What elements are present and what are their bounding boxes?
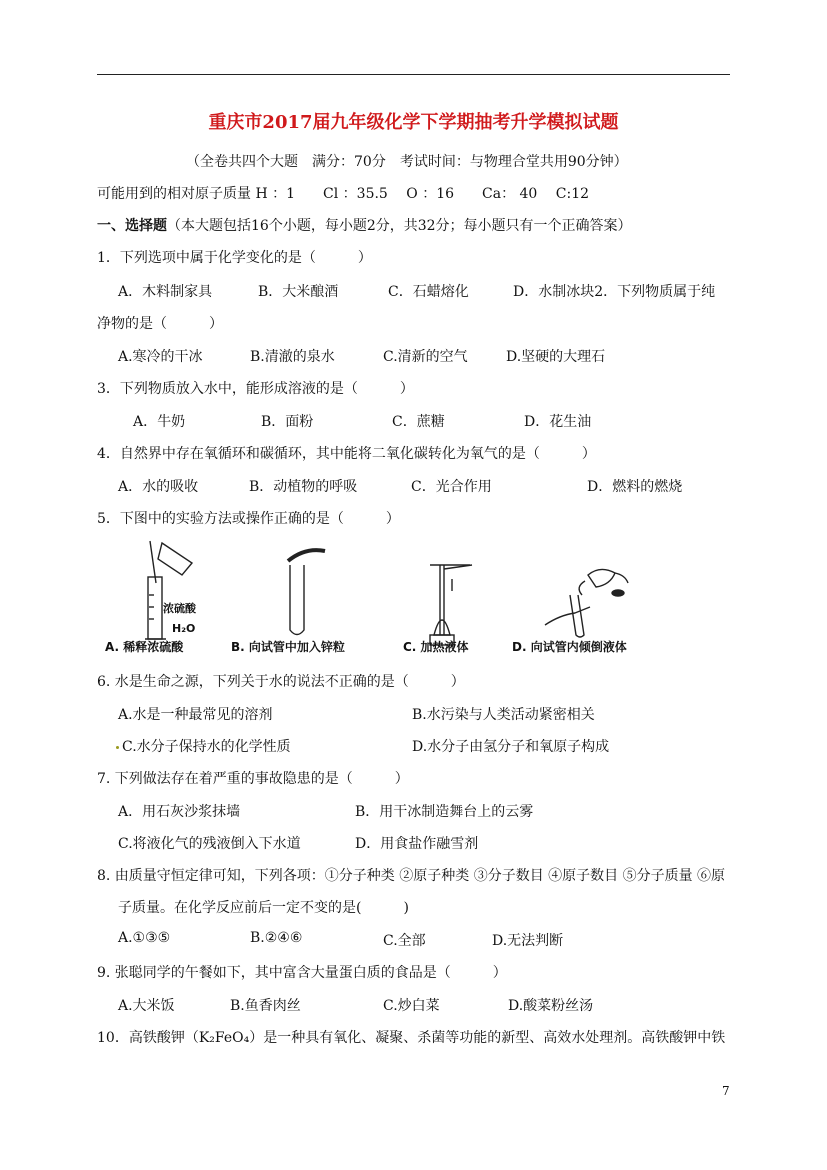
acid-label: 浓硫酸 — [163, 602, 196, 615]
q8-option-d: D.无法判断 — [492, 933, 564, 949]
q7-option-b: B．用干冰制造舞台上的云雾 — [355, 804, 534, 820]
page-number: 7 — [722, 1084, 730, 1098]
heating-illustration — [430, 565, 472, 645]
q3-option-d: D．花生油 — [524, 414, 592, 430]
q6-option-d: D.水分子由氢分子和氧原子构成 — [412, 739, 610, 755]
figure-caption-d: D. 向试管内倾倒液体 — [512, 640, 627, 654]
q8-option-b: B.②④⑥ — [250, 930, 303, 946]
test-tube-illustration — [288, 550, 325, 634]
question-8-stem-cont: 子质量。在化学反应前后一定不变的是( ) — [118, 900, 409, 916]
figure-caption-a: A. 稀释浓硫酸 — [105, 640, 184, 654]
q3-option-a: A．牛奶 — [133, 414, 186, 430]
q4-option-c: C．光合作用 — [411, 479, 492, 495]
question-5-stem: 5．下图中的实验方法或操作正确的是（ ） — [97, 511, 400, 527]
q1-option-a: A．木料制家具 — [118, 284, 213, 300]
header-rule — [97, 74, 730, 75]
q4-option-d: D．燃料的燃烧 — [587, 479, 683, 495]
q3-option-b: B．面粉 — [261, 414, 314, 430]
exam-title: 重庆市2017届九年级化学下学期抽考升学模拟试题 — [208, 112, 619, 133]
q3-option-c: C．蔗糖 — [392, 414, 445, 430]
section-heading — [97, 215, 632, 235]
figure-caption-b: B. 向试管中加入锌粒 — [231, 640, 345, 654]
water-label: H₂O — [172, 622, 196, 635]
q6-option-b: B.水污染与人类活动紧密相关 — [412, 707, 595, 723]
q9-option-c: C.炒白菜 — [383, 998, 440, 1014]
exam-subtitle: （全卷共四个大题 满分：70分 考试时间：与物理合堂共用90分钟） — [186, 154, 628, 170]
question-3-stem: 3．下列物质放入水中，能形成溶液的是（ ） — [97, 381, 414, 397]
lab-operations-figure — [100, 535, 660, 657]
q9-option-b: B.鱼香肉丝 — [230, 998, 301, 1014]
question-4-stem: 4．自然界中存在氧循环和碳循环，其中能将二氧化碳转化为氧气的是（ ） — [97, 446, 596, 462]
q2-option-c: C.清新的空气 — [383, 349, 468, 365]
q7-option-d: D．用食盐作融雪剂 — [355, 836, 479, 852]
section-note: （本大题包括16个小题，每小题2分，共32分；每小题只有一个正确答案） — [167, 218, 632, 234]
stray-mark — [116, 746, 119, 749]
q8-option-c: C.全部 — [383, 933, 426, 949]
question-2-stem: 净物的是（ ） — [97, 316, 223, 332]
pouring-illustration — [545, 569, 628, 637]
question-8-stem: 8. 由质量守恒定律可知，下列各项：①分子种类 ②原子种类 ③分子数目 ④原子数目 ⑤分子质量 ⑥原 — [97, 868, 726, 884]
question-10-stem: 10．高铁酸钾（K₂FeO₄）是一种具有氧化、凝聚、杀菌等功能的新型、高效水处理剂。高铁酸钾中铁 — [97, 1030, 726, 1046]
q4-option-b: B．动植物的呼吸 — [249, 479, 358, 495]
q1-option-c: C．石蜡熔化 — [388, 284, 469, 300]
q1-option-d: D．水制冰块2．下列物质属于纯 — [513, 284, 716, 300]
section-title: 一、选择题 — [97, 218, 167, 234]
q2-option-a: A.寒冷的干冰 — [118, 349, 203, 365]
q4-option-a: A．水的吸收 — [118, 479, 199, 495]
q1-option-b: B．大米酿酒 — [258, 284, 339, 300]
question-9-stem: 9. 张聪同学的午餐如下，其中富含大量蛋白质的食品是（ ） — [97, 965, 507, 981]
question-6-stem: 6. 水是生命之源，下列关于水的说法不正确的是（ ） — [97, 674, 465, 690]
atomic-mass-line: 可能用到的相对原子质量 H ：1 Cl ：35.5 O ：16 Ca： 40 C:12 — [97, 186, 590, 202]
q8-option-a: A.①③⑤ — [118, 930, 171, 946]
q7-option-c: C.将液化气的残液倒入下水道 — [118, 836, 301, 852]
q6-option-c: C.水分子保持水的化学性质 — [122, 739, 291, 755]
q7-option-a: A．用石灰沙浆抹墙 — [118, 804, 241, 820]
q9-option-d: D.酸菜粉丝汤 — [508, 998, 594, 1014]
question-1-stem: 1．下列选项中属于化学变化的是（ ） — [97, 250, 372, 266]
question-7-stem: 7. 下列做法存在着严重的事故隐患的是（ ） — [97, 771, 409, 787]
figure-caption-c: C. 加热液体 — [403, 640, 469, 654]
q2-option-d: D.坚硬的大理石 — [506, 349, 606, 365]
q9-option-a: A.大米饭 — [118, 998, 175, 1014]
q2-option-b: B.清澈的泉水 — [250, 349, 335, 365]
q6-option-a: A.水是一种最常见的溶剂 — [118, 707, 273, 723]
